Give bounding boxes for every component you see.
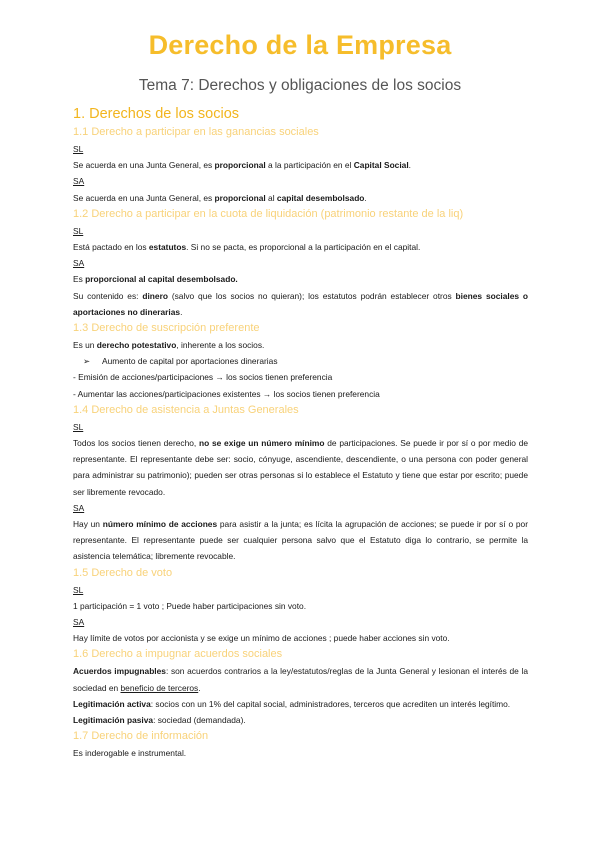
subsection-heading-impugnar: 1.6 Derecho a impugnar acuerdos sociales [73,648,283,661]
paragraph: Acuerdos impugnables: son acuerdos contrarios a la ley/estatutos/reglas de la Junta General y lesionan el interés de la sociedad en beneficio de terceros. [73,666,529,693]
label-sl: SL [73,421,84,432]
label-sl: SL [73,144,84,154]
subsection-heading-ganancias: 1.1 Derecho a participar en las ganancias sociales [73,126,319,138]
document-title: Derecho de la Empresa [148,30,452,60]
section-heading-derechos: 1. Derechos de los socios [73,106,240,122]
paragraph: Su contenido es: dinero (salvo que los socios no quieran); los estatutos podrán establecer otros bienes sociales o aportaciones no dinerarias. [73,290,528,317]
paragraph: Es un derecho potestativo, inherente a los socios. [73,340,265,351]
paragraph: 1 participación = 1 voto ; Puede haber participaciones sin voto. [73,600,307,611]
subsection-heading-informacion: 1.7 Derecho de información [73,730,209,743]
paragraph: Todos los socios tienen derecho, no se exige un número mínimo de participaciones. Se puede ir por sí o por medio de representante. El representante debe ser: socio, cónyuge, ascendiente, descendiente, o una persona con poder general para administrar su patrimonio); pueden ser otras personas si lo establece el Estatuto y tiene que estar por escrito; puede ser libremente revocado. [73,438,529,497]
label-sl: SL [73,225,84,236]
label-sa: SA [73,617,85,628]
paragraph: Legitimación pasiva: sociedad (demandada). [73,715,246,726]
label-sa: SA [73,176,85,187]
label-sa: SA [73,502,85,513]
subsection-heading-voto: 1.5 Derecho de voto [73,566,173,579]
document-body [73,104,528,762]
list-item: ➢ Aumento de capital por aportaciones dinerarias [73,353,528,369]
paragraph: Está pactado en los estatutos. Si no se pacta, es proporcional a la participación en el capital. [73,242,421,253]
paragraph: Se acuerda en una Junta General, es proporcional al capital desembolsado. [73,192,367,203]
document-subtitle: Tema 7: Derechos y obligaciones de los socios [138,77,462,94]
paragraph: Se acuerda en una Junta General, es proporcional a la participación en el Capital Social. [73,160,411,171]
label-sa: SA [73,258,85,269]
list-item: - Emisión de acciones/participaciones → los socios tienen preferencia [73,372,333,383]
paragraph: Es inderogable e instrumental. [73,748,187,759]
subsection-heading-liquidacion: 1.2 Derecho a participar en la cuota de liquidación (patrimonio restante de la liq) [73,207,464,220]
paragraph: Hay un número mínimo de acciones para asistir a la junta; es lícita la agrupación de acciones; se puede ir por sí o por representante. El representante puede ser cualquier persona salvo que el Estatuto diga lo contrario, se permite la asistencia telemática; libremente revocable. [73,519,528,562]
label-sl: SL [73,584,84,595]
arrow-bullet-icon: ➢ [83,356,91,367]
paragraph: Hay límite de votos por accionista y se exige un mínimo de acciones ; puede haber acciones sin voto. [73,633,450,644]
list-item: - Aumentar las acciones/participaciones existentes → los socios tienen preferencia [73,388,380,399]
paragraph: Es proporcional al capital desembolsado. [73,274,238,285]
subsection-heading-asistencia: 1.4 Derecho de asistencia a Juntas Generales [73,403,299,416]
subsection-heading-suscripcion: 1.3 Derecho de suscripción preferente [73,322,260,335]
paragraph: Legitimación activa: socios con un 1% del capital social, administradores, terceros que acrediten un interés legítimo. [73,698,511,709]
